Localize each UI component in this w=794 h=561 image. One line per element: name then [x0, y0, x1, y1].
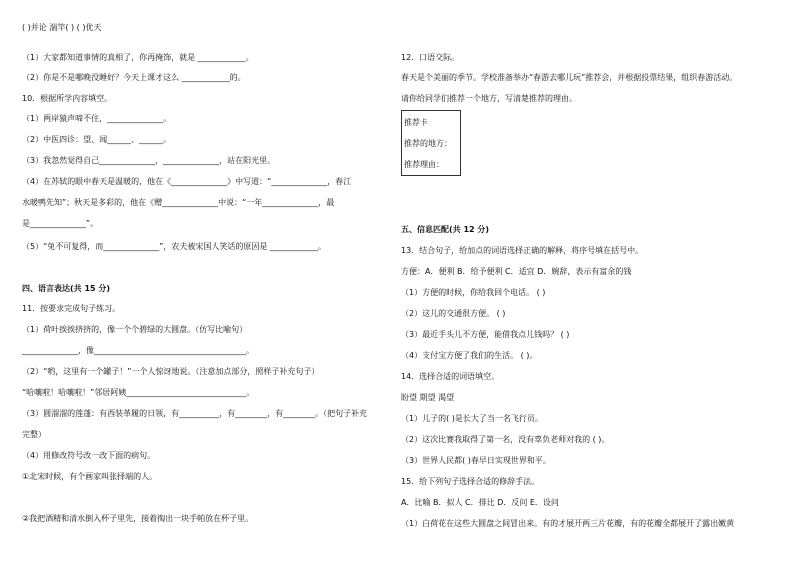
q14-item-3: （3）世界人民都( )春早日实现世界和平。 [401, 456, 551, 465]
q10-item-1: （1）两岸猿声啼不住，______________。 [22, 114, 172, 123]
q13-title: 13．结合句子，给加点的词语选择正确的解释，将序号填在括号中。 [401, 246, 644, 255]
q14-words: 盼望 期望 渴望 [401, 393, 455, 402]
q10-item-4c: 是______________”。 [22, 219, 99, 228]
q10-item-4b: 水暖鸭先知”；秋天是多彩的，他在《赠______________中说：“一年______________，最 [22, 198, 335, 207]
q15-title: 15．给下列句子选择合适的修辞手法。 [401, 477, 540, 486]
q15-options: A．比喻 B．拟人 C．排比 D．反问 E．设问 [401, 498, 559, 507]
q10-title: 10．根据所学内容填空。 [22, 94, 113, 103]
q11-item-1: （1）荷叶挨挨挤挤的，像一个个碧绿的大圆盘。（仿写比喻句） [22, 325, 248, 334]
q13-item-2: （2）这儿的交通很方便。 ( ) [401, 309, 506, 318]
q12-text-2: 请你给同学们推荐一个地方，写清楚推荐的理由。 [401, 94, 577, 103]
recommend-card [401, 110, 461, 176]
q12-text: 春天是个美丽的季节。学校准备举办“春游去哪儿玩”推荐会，并根据投票结果，组织春游活动。 [401, 73, 738, 82]
q13-item-1: （1）方便的时候，你给我回个电话。 ( ) [401, 288, 546, 297]
q12-title: 12．口语交际。 [401, 53, 460, 62]
card-place-label: 推荐的地方： [404, 139, 452, 148]
q13-item-4: （4）支付宝方便了我们的生活。 ( )。 [401, 351, 538, 360]
q10-item-2: （2）中医四诊：望、闻______、______。 [22, 135, 172, 144]
q11-item-4: （4）用修改符号改一改下面的病句。 [22, 451, 156, 460]
q13-item-3: （3）最近手头儿不方便，能借我点儿钱吗？ ( ) [401, 330, 570, 339]
q11-item-3-cont: 完整） [22, 430, 46, 439]
card-title: 推荐卡 [404, 118, 428, 127]
q11-item-4-sentence-1: ①北宋时候，有个画家叫张择端的人。 [22, 472, 158, 481]
q9-item-2: （2）你是不是哪晚没睡好？今天上课才这么 ____________的。 [22, 73, 246, 82]
card-reason-label: 推荐理由： [404, 160, 444, 169]
q11-item-1-blank: ______________，像______________________________________。 [22, 346, 254, 355]
q13-options: 方便：A．便利 B．给予便利 C．适宜 D．婉辞，表示有富余的钱 [401, 267, 632, 276]
section-5-heading: 五、信息匹配(共 12 分) [401, 225, 490, 234]
q14-item-2: （2）这次比赛我取得了第一名，没有辜负老师对我的 ( )。 [401, 435, 610, 444]
q14-item-1: （1）儿子的( )是长大了当一名飞行员。 [401, 414, 543, 423]
q10-item-5: （5）“兔不可复得，而______________”，农夫被宋国人笑话的原因是 ____________。 [22, 242, 326, 251]
q11-item-2-answer: “哈嚷啦！哈嚷啦！”邻居阿姨______________________________。 [22, 388, 255, 397]
q11-title: 11．按要求完成句子练习。 [22, 304, 121, 313]
section-4-heading: 四、语言表达(共 15 分) [22, 284, 111, 293]
q11-item-4-sentence-2: ②我把酒精和清水倒入杯子里先，接着掏出一块手帕放在杯子里。 [22, 514, 254, 523]
q11-item-3: （3）圆溜溜的莲蓬：有西装革履的日领，有__________，有________，有________。（把句子补充 [22, 409, 368, 418]
q15-item-1: （1）白荷花在这些大圆盘之间冒出来。有的才展开两三片花瓣，有的花瓣全都展开了露出嫩黄 [401, 519, 735, 528]
q14-title: 14．选择合适的词语填空。 [401, 372, 500, 381]
q10-item-4a: （4）在苏轼的眼中春天是温暖的，他在《______________》中写道：“______________，春江 [22, 177, 352, 186]
q11-item-2: （2）“哟，这里有一个罐子！”一个人惊讶地说。（注意加点部分，照样子补充句子） [22, 367, 320, 376]
q9-item-1: （1）大家都知道事情的真相了，你再掩饰，就是 ____________。 [22, 53, 254, 62]
q10-item-3: （3）我忽然觉得自己______________，______________，站在阳光里。 [22, 156, 276, 165]
top-line: ( )并论 湍竿( ) ( )优天 [22, 23, 102, 32]
